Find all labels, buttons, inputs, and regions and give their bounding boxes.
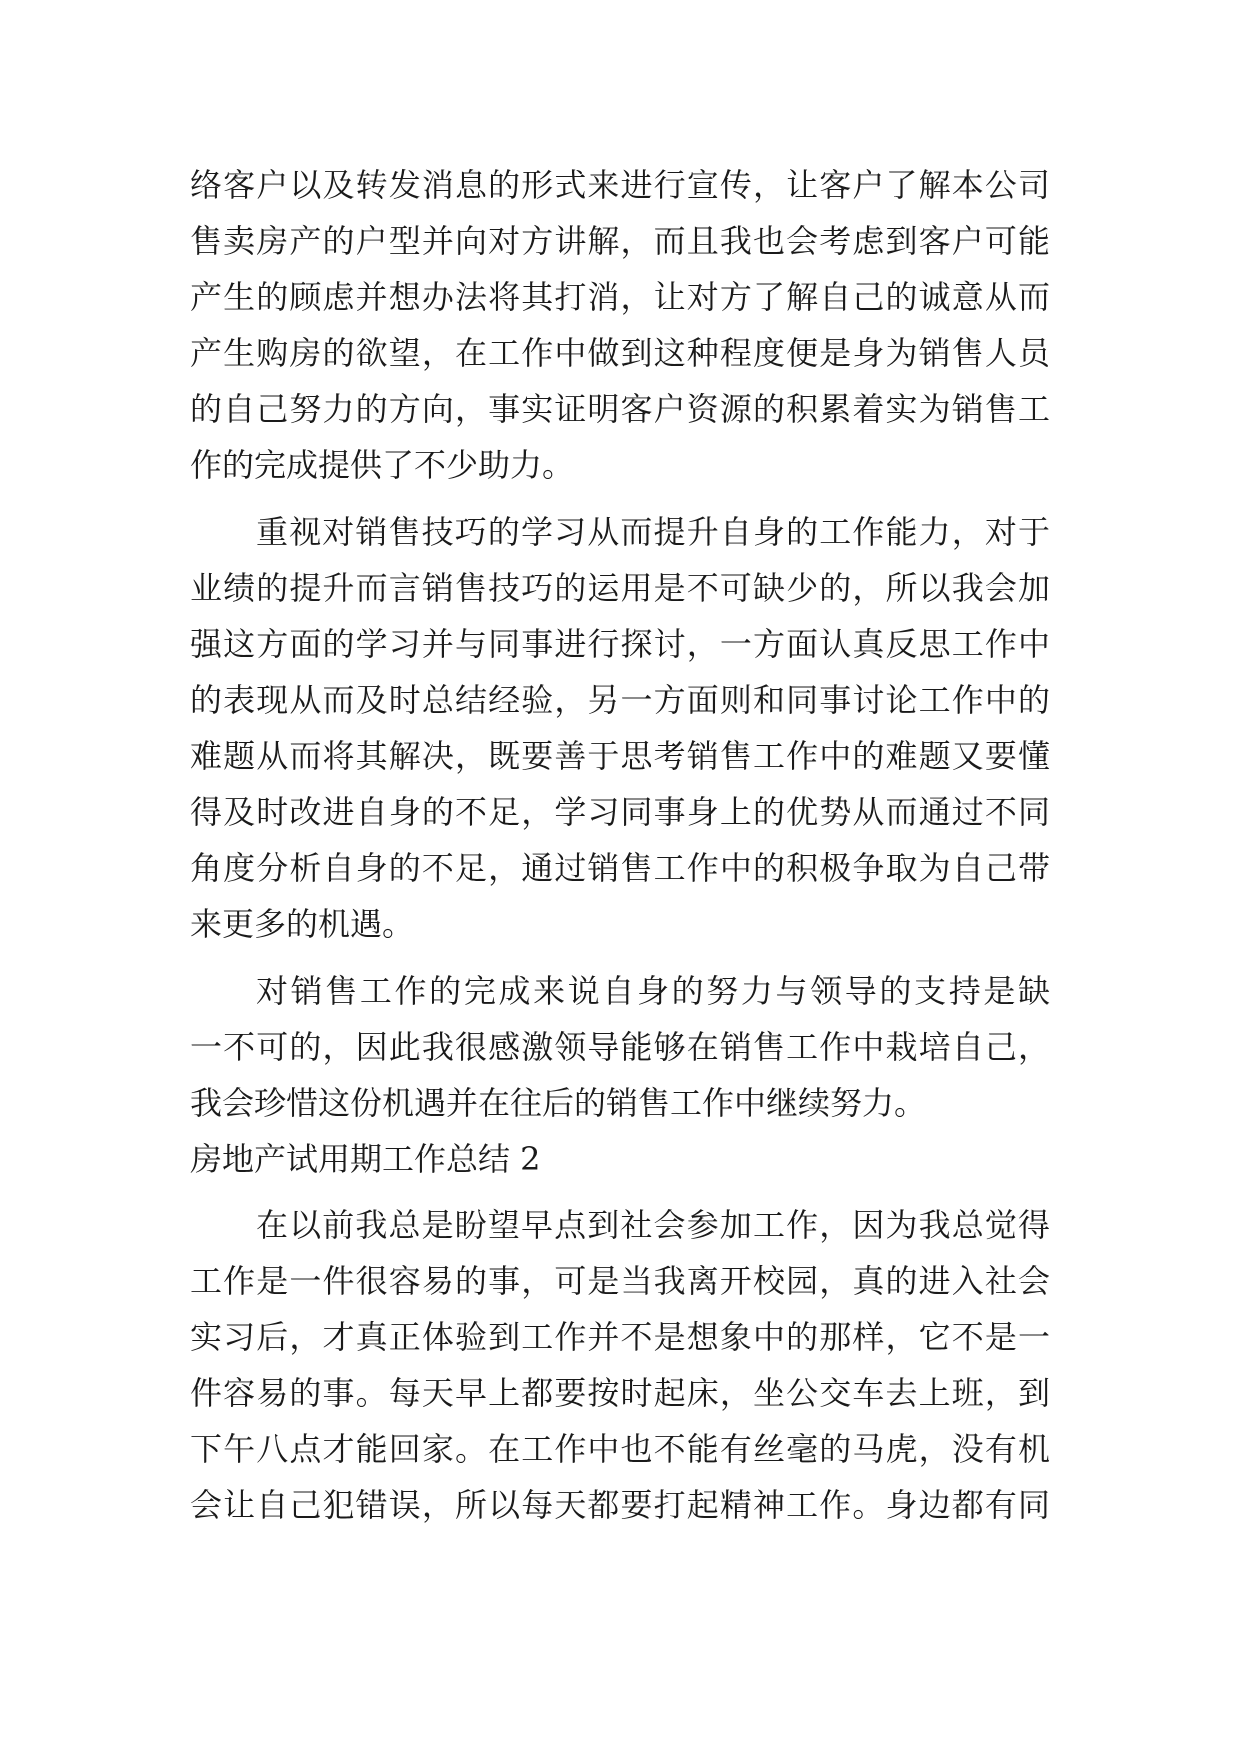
paragraph-line: 在以前我总是盼望早点到社会参加工作，因为我总觉得: [256, 1206, 1050, 1244]
paragraph-line: 工作是一件很容易的事，可是当我离开校园，真的进入社会: [190, 1262, 1050, 1300]
paragraph-line: 业绩的提升而言销售技巧的运用是不可缺少的，所以我会加: [190, 569, 1050, 607]
paragraph-line: 一不可的，因此我很感激领导能够在销售工作中栽培自己，: [190, 1028, 1050, 1066]
paragraph-line: 会让自己犯错误，所以每天都要打起精神工作。身边都有同: [190, 1486, 1050, 1524]
paragraph-line: 作的完成提供了不少助力。: [190, 446, 575, 484]
paragraph-line: 实习后，才真正体验到工作并不是想象中的那样，它不是一: [190, 1318, 1050, 1356]
paragraph-line: 重视对销售技巧的学习从而提升自身的工作能力，对于: [256, 513, 1050, 551]
paragraph-line: 络客户以及转发消息的形式来进行宣传，让客户了解本公司: [190, 166, 1050, 204]
paragraph-line: 强这方面的学习并与同事进行探讨，一方面认真反思工作中: [190, 625, 1050, 663]
paragraph-line: 件容易的事。每天早上都要按时起床，坐公交车去上班，到: [190, 1374, 1050, 1412]
paragraph-line: 对销售工作的完成来说自身的努力与领导的支持是缺: [256, 972, 1050, 1010]
paragraph-line: 角度分析自身的不足，通过销售工作中的积极争取为自己带: [190, 849, 1050, 887]
paragraph-line: 下午八点才能回家。在工作中也不能有丝毫的马虎，没有机: [190, 1430, 1050, 1468]
paragraph-line: 来更多的机遇。: [190, 905, 415, 943]
paragraph-line: 产生购房的欲望，在工作中做到这种程度便是身为销售人员: [190, 334, 1050, 372]
paragraph-line: 产生的顾虑并想办法将其打消，让对方了解自己的诚意从而: [190, 278, 1050, 316]
paragraph-line: 得及时改进自身的不足，学习同事身上的优势从而通过不同: [190, 793, 1050, 831]
paragraph-line: 难题从而将其解决，既要善于思考销售工作中的难题又要懂: [190, 737, 1050, 775]
paragraph-line: 的自己努力的方向，事实证明客户资源的积累着实为销售工: [190, 390, 1050, 428]
paragraph-line: 的表现从而及时总结经验，另一方面则和同事讨论工作中的: [190, 681, 1050, 719]
section-heading: 房地产试用期工作总结 2: [190, 1140, 541, 1178]
paragraph-line: 我会珍惜这份机遇并在往后的销售工作中继续努力。: [190, 1084, 927, 1122]
paragraph-line: 售卖房产的户型并向对方讲解，而且我也会考虑到客户可能: [190, 222, 1050, 260]
